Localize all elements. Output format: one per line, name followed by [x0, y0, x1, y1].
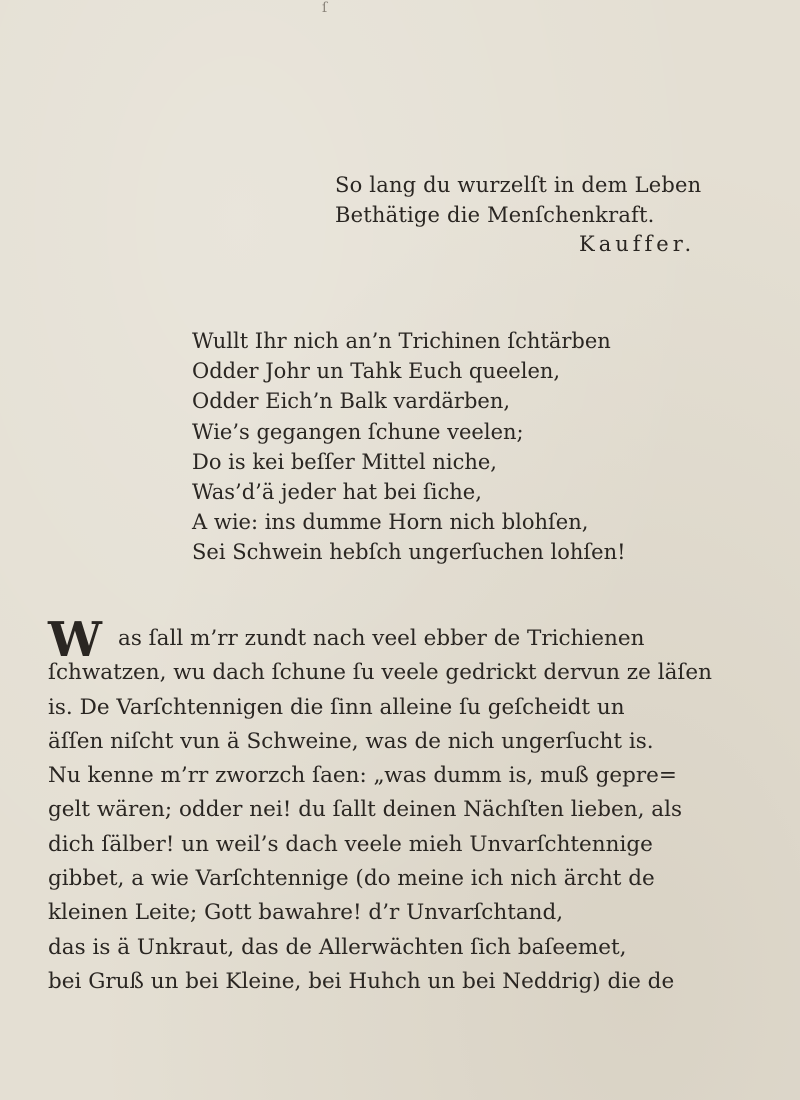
- motto: [335, 170, 735, 256]
- motto-line: So lang du wurzelſt in dem Leben: [335, 173, 702, 197]
- poem-line: Do is kei beſſer Mittel niche,: [192, 449, 497, 474]
- motto-line: Bethätige die Menſchenkraft.: [335, 203, 655, 227]
- prose-line: Nu kenne m’rr zworzch ſaen: „was dumm is, muß gepre=: [48, 763, 677, 789]
- poem-line: Was’d’ä jeder hat bei ſiche,: [192, 480, 482, 505]
- drop-cap: W: [48, 612, 102, 668]
- prose-line: das is ä Unkraut, das de Allerwächten ſich baſeemet,: [48, 934, 627, 960]
- prose-line: kleinen Leite; Gott bawahre! d’r Unvarſchtand,: [48, 900, 564, 926]
- prose-first-line: [48, 612, 748, 668]
- prose-line: gibbet, a wie Varſchtennige (do meine ich nich ärcht de: [48, 866, 655, 892]
- prose: [48, 612, 748, 999]
- prose-line: gelt wären; odder nei! du ſallt deinen Nächſten lieben, als: [48, 797, 682, 823]
- prose-line: bei Gruß un bei Kleine, bei Huhch un bei Neddrig) die de: [48, 968, 675, 994]
- prose-line: is. De Varſchtennigen die ſinn alleine ſu geſcheidt un: [48, 694, 625, 720]
- poem-line: Wullt Ihr nich an’n Trichinen ſchtärben: [192, 329, 611, 353]
- poem-line: A wie: ins dumme Horn nich blohſen,: [192, 510, 589, 535]
- poem-line: Odder Johr un Tahk Euch queelen,: [192, 359, 561, 384]
- motto-author: Kauffer.: [579, 232, 696, 256]
- poem-line: Wie’s gegangen ſchune veelen;: [192, 419, 524, 444]
- prose-line: äſſen niſcht vun ä Schweine, was de nich ungerſucht is.: [48, 728, 654, 754]
- poem-line: Odder Eich’n Balk vardärben,: [192, 389, 511, 414]
- prose-first-line-text: as ſall m’rr zundt nach veel ebber de Trichienen: [118, 626, 645, 651]
- poem: [192, 326, 732, 568]
- page-mark: ſ: [322, 0, 328, 16]
- prose-line: dich ſälber! un weil’s dach veele mieh Unvarſchtennige: [48, 831, 653, 857]
- prose-line: ſchwatzen, wu dach ſchune ſu veele gedrickt dervun ze läſen: [48, 660, 712, 686]
- poem-line: Sei Schwein hebſch ungerſuchen lohſen!: [192, 540, 626, 565]
